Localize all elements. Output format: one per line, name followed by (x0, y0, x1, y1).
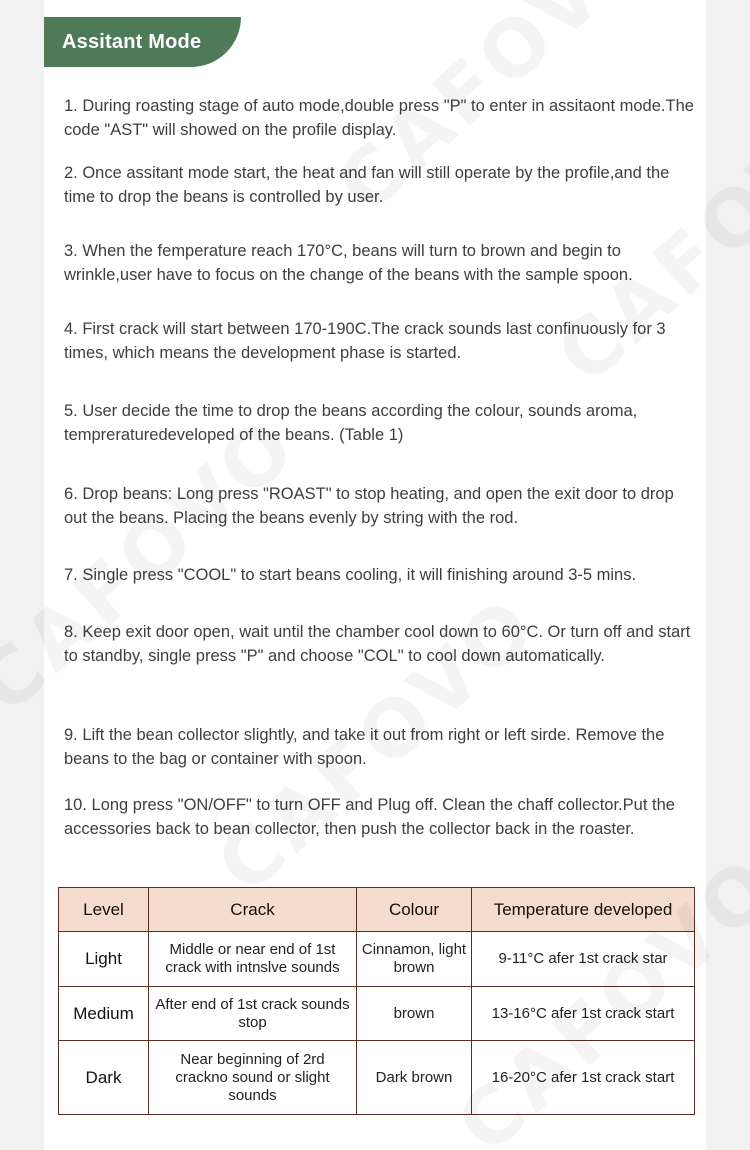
cell-temperature: 13-16°C afer 1st crack start (472, 987, 695, 1041)
cell-level: Light (59, 932, 149, 987)
header-level: Level (59, 888, 149, 932)
cell-temperature: 9-11°C afer 1st crack star (472, 932, 695, 987)
header-crack: Crack (149, 888, 357, 932)
step-10: 10. Long press "ON/OFF" to turn OFF and Plug off. Clean the chaff collector.Put the accessories back to bean collector, then push the collector back in the roaster. (64, 796, 675, 838)
step-3: 3. When the femperature reach 170°C, beans will turn to brown and begin to wrinkle,user have to focus on the change of the beans with the sample spoon. (64, 242, 633, 284)
header-temperature: Temperature developed (472, 888, 695, 932)
step-1: 1. During roasting stage of auto mode,double press "P" to enter in assitaont mode.The code "AST" will showed on the profile display. (64, 97, 694, 139)
step-7: 7. Single press "COOL" to start beans cooling, it will finishing around 3-5 mins. (64, 566, 637, 584)
cell-level: Dark (59, 1041, 149, 1115)
table-row (59, 987, 695, 1041)
table-row (59, 932, 695, 987)
cell-crack: Near beginning of 2rd crackno sound or slight sounds (149, 1041, 357, 1115)
cell-colour: Dark brown (357, 1041, 472, 1115)
step-5: 5. User decide the time to drop the beans according the colour, sounds aroma, tempreraturedeveloped of the beans. (Table 1) (64, 402, 638, 444)
roast-level-table (58, 887, 695, 1115)
table-row (59, 1041, 695, 1115)
cell-temperature: 16-20°C afer 1st crack start (472, 1041, 695, 1115)
cell-crack: After end of 1st crack sounds stop (149, 987, 357, 1041)
step-8: 8. Keep exit door open, wait until the chamber cool down to 60°C. Or turn off and start to standby, single press "P" and choose "COL" to cool down automatically. (64, 623, 691, 665)
table-header-row (59, 888, 695, 932)
step-6: 6. Drop beans: Long press "ROAST" to stop heating, and open the exit door to drop out the beans. Placing the beans evenly by string with the rod. (64, 485, 674, 527)
step-9: 9. Lift the bean collector slightly, and take it out from right or left sirde. Remove the beans to the bag or container with spoon. (64, 726, 665, 768)
cell-level: Medium (59, 987, 149, 1041)
header-colour: Colour (357, 888, 472, 932)
section-title: Assitant Mode (44, 17, 241, 67)
step-2: 2. Once assitant mode start, the heat and fan will still operate by the profile,and the time to drop the beans is controlled by user. (64, 164, 670, 206)
cell-crack: Middle or near end of 1st crack with intnslve sounds (149, 932, 357, 987)
cell-colour: Cinnamon, light brown (357, 932, 472, 987)
step-4: 4. First crack will start between 170-190C.The crack sounds last confinuously for 3 times, which means the development phase is started. (64, 320, 666, 362)
cell-colour: brown (357, 987, 472, 1041)
